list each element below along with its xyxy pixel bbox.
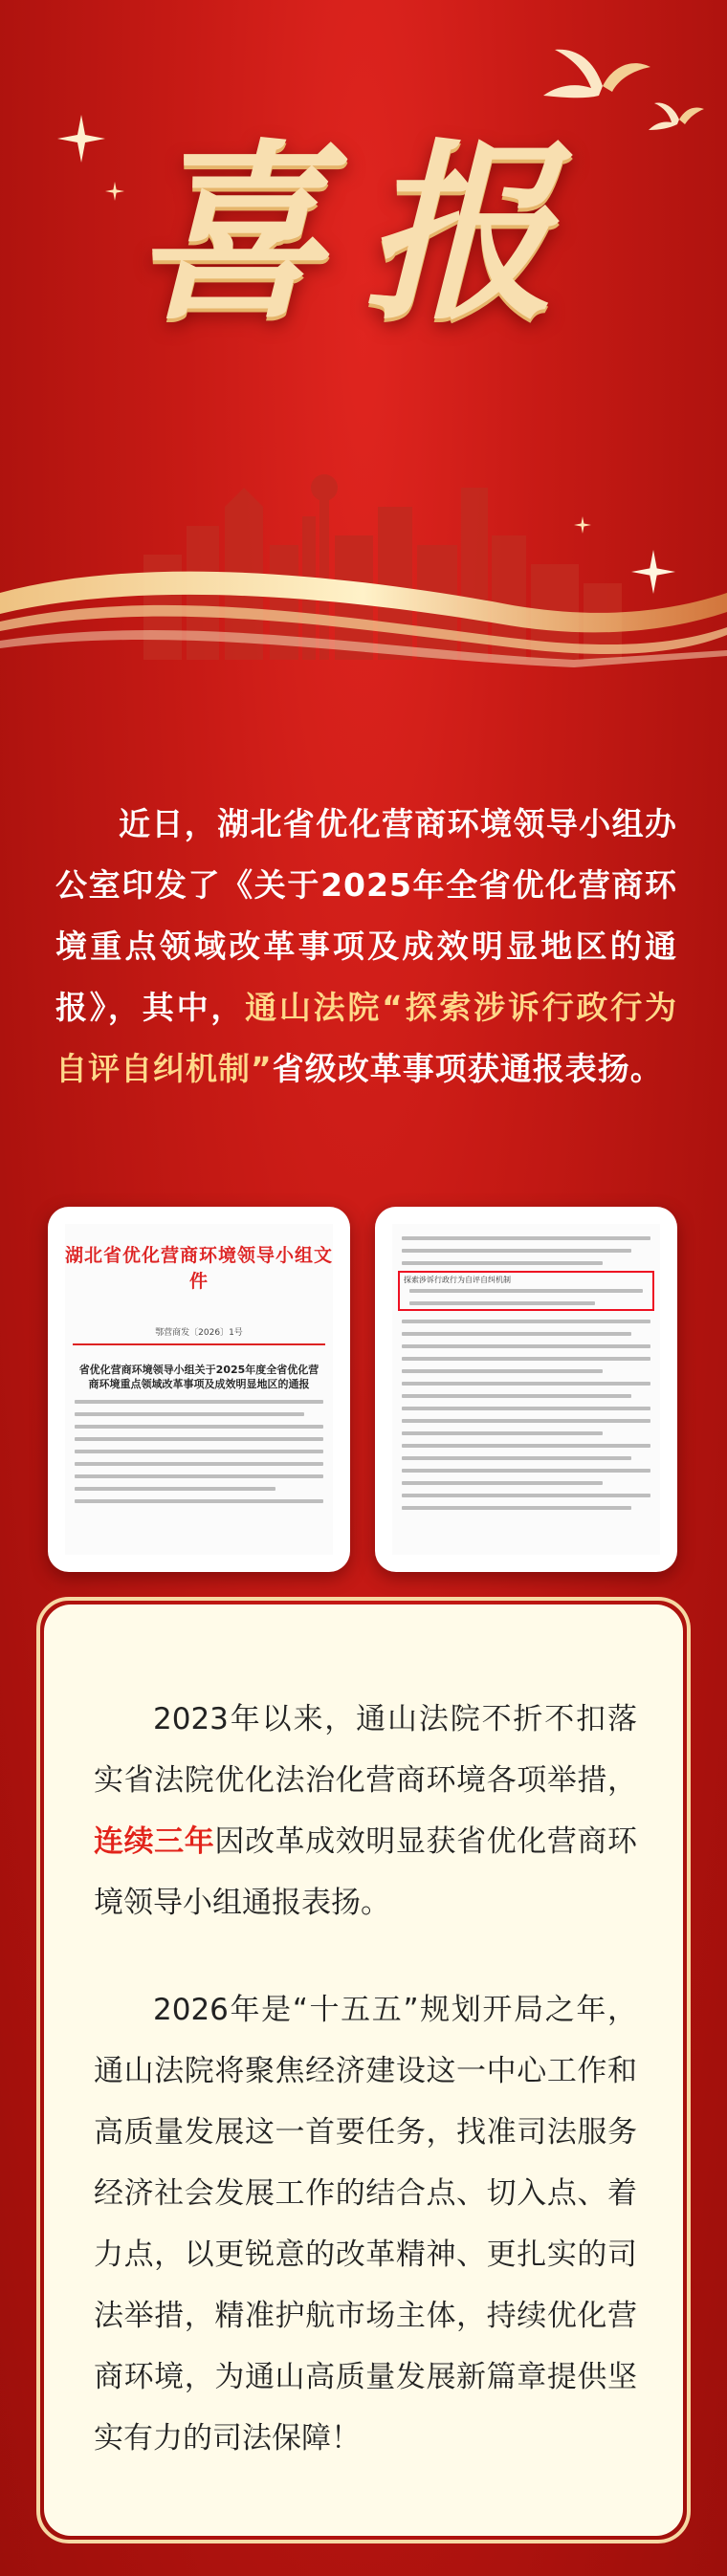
document-image-list: [375, 1207, 677, 1572]
card-text: 因改革成效明显获省优化营商环境领导小组通报表扬。: [94, 1824, 638, 1920]
intro-paragraph: [55, 794, 677, 1100]
text-line: [75, 1474, 323, 1478]
text-line: [402, 1419, 650, 1423]
text-line: [75, 1425, 323, 1429]
text-line: [402, 1261, 603, 1265]
text-line: [402, 1344, 650, 1348]
text-line: [75, 1462, 323, 1466]
text-line: [402, 1332, 631, 1336]
intro-text: 近日，湖北省优化营商环境领导小组办公室印发了《关于2025年全省优化营商环境重点领域改革事项及成效明显地区的通报》，其中，: [55, 805, 677, 1026]
text-line: [402, 1444, 650, 1448]
header-banner: [0, 0, 727, 727]
document-divider: [73, 1343, 325, 1345]
card-paragraph-1: [94, 1689, 637, 1933]
text-line: [75, 1412, 304, 1416]
text-line: [75, 1400, 323, 1404]
card-text: 2023年以来，通山法院不折不扣落实省法院优化法治化营商环境各项举措，: [94, 1702, 637, 1798]
text-line: [402, 1494, 650, 1497]
poster-title: 喜报: [133, 121, 593, 346]
card-paragraph-2: 2026年是“十五五”规划开局之年，通山法院将聚焦经济建设这一中心工作和高质量发展这一首要任务，找准司法服务经济社会发展工作的结合点、切入点、着力点，以更锐意的改革精神、更扎实的司法举措，精准护航市场主体，持续优化营商环境，为通山高质量发展新篇章提供坚实有力的司法保障！: [94, 1993, 637, 2456]
text-line: [402, 1456, 631, 1460]
document-header: 湖北省优化营商环境领导小组文件: [65, 1245, 334, 1292]
highlight-box: [398, 1271, 654, 1311]
content-card: [44, 1605, 683, 2536]
text-line: [75, 1450, 323, 1453]
text-line: [75, 1487, 275, 1491]
text-line: [75, 1499, 323, 1503]
text-line: [402, 1236, 650, 1240]
text-line: [409, 1289, 643, 1293]
text-line: [402, 1407, 650, 1410]
gold-ribbon: [0, 535, 727, 727]
text-line: [402, 1369, 603, 1373]
document-subtitle: 省优化营商环境领导小组关于2025年度全省优化营商环境重点领域改革事项及成效明显地区的通报: [78, 1364, 319, 1390]
card-red-highlight: 连续三年: [94, 1824, 215, 1859]
text-line: [402, 1481, 603, 1485]
text-line: [402, 1506, 631, 1510]
document-image-cover: [48, 1207, 350, 1572]
highlight-text: 探索涉诉行政行为自评自纠机制: [404, 1276, 511, 1284]
text-line: [402, 1249, 631, 1253]
text-line: [402, 1394, 631, 1398]
text-line: [402, 1320, 650, 1323]
text-line: [75, 1437, 323, 1441]
text-line: [402, 1382, 650, 1386]
intro-text-end: 省级改革事项获通报表扬。: [272, 1050, 663, 1087]
text-line: [402, 1431, 603, 1435]
intro-highlight: 通山法院“探索涉诉行政行为自评自纠机制”: [55, 989, 677, 1087]
text-line: [402, 1357, 650, 1361]
text-line: [409, 1301, 595, 1305]
text-line: [402, 1469, 650, 1473]
document-number: 鄂营商发〔2026〕1号: [155, 1328, 243, 1338]
